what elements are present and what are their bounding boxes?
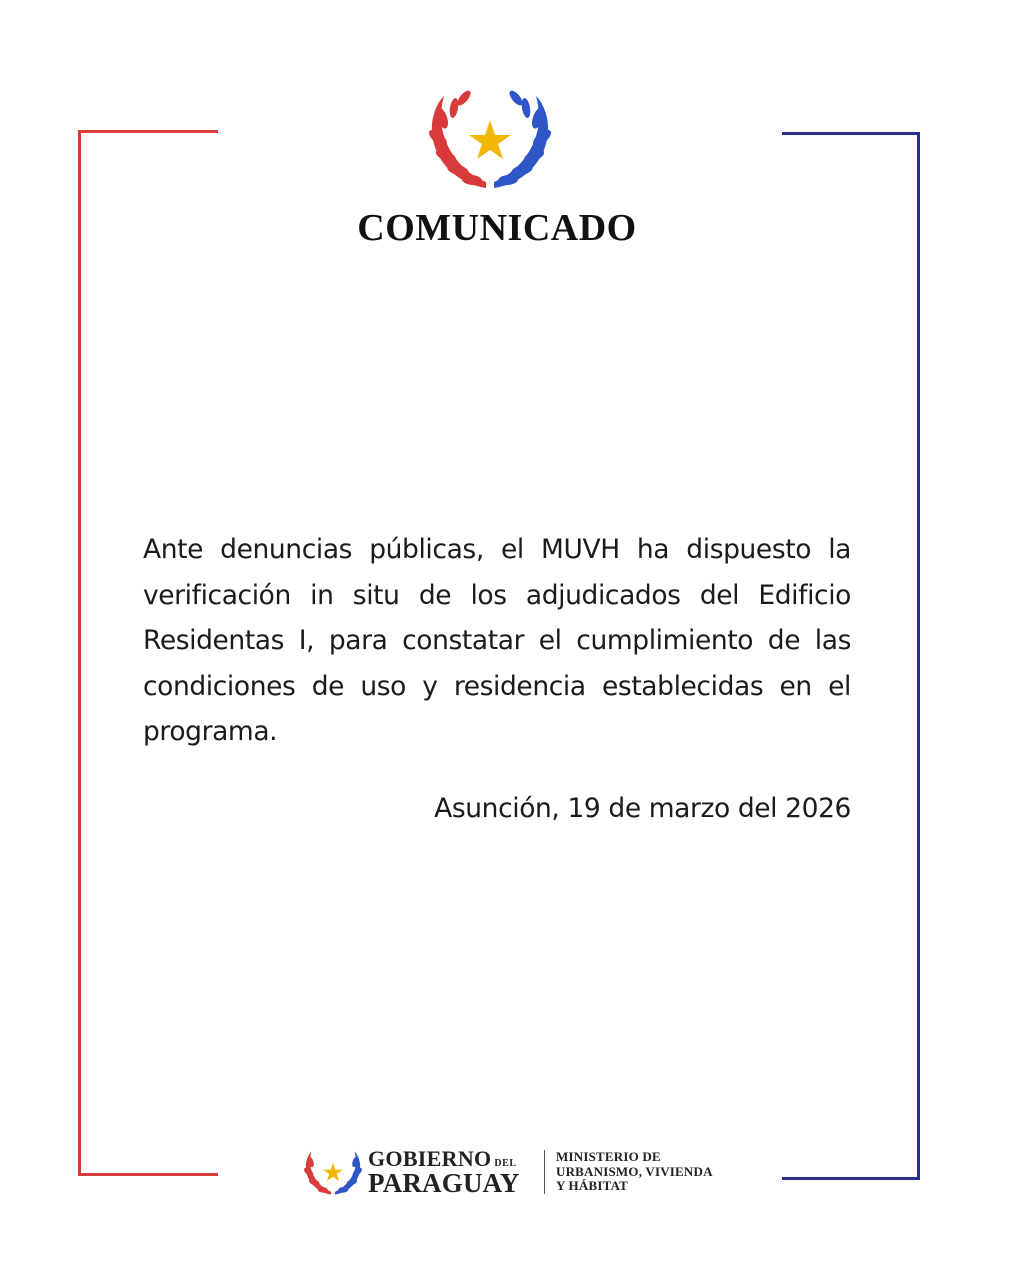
footer-divider <box>544 1150 545 1194</box>
ministry-line: MINISTERIO DE <box>556 1149 661 1164</box>
footer-logo <box>304 1146 744 1202</box>
date-location: Asunción, 19 de marzo del 2026 <box>434 793 851 824</box>
communique-paragraph: Ante denuncias públicas, el MUVH ha dispuesto la verificación in situ de los adjudicados del Edificio Residentas I, para constatar el cumplimiento de las condiciones de uso y residencia establecidas en el programa. <box>143 534 851 747</box>
gov-word-gobierno: GOBIERNO <box>368 1146 492 1171</box>
gov-line-2: PARAGUAY <box>368 1168 520 1198</box>
government-wordmark <box>368 1146 538 1200</box>
coat-of-arms-icon <box>428 88 552 196</box>
ministry-name <box>556 1150 746 1194</box>
ministry-line: URBANISMO, VIVIENDA <box>556 1163 713 1179</box>
gov-word-del: DEL <box>494 1158 517 1169</box>
page-title: COMUNICADO <box>357 207 637 249</box>
coat-of-arms-icon <box>304 1146 362 1200</box>
ministry-line: Y HÁBITAT <box>556 1178 628 1193</box>
